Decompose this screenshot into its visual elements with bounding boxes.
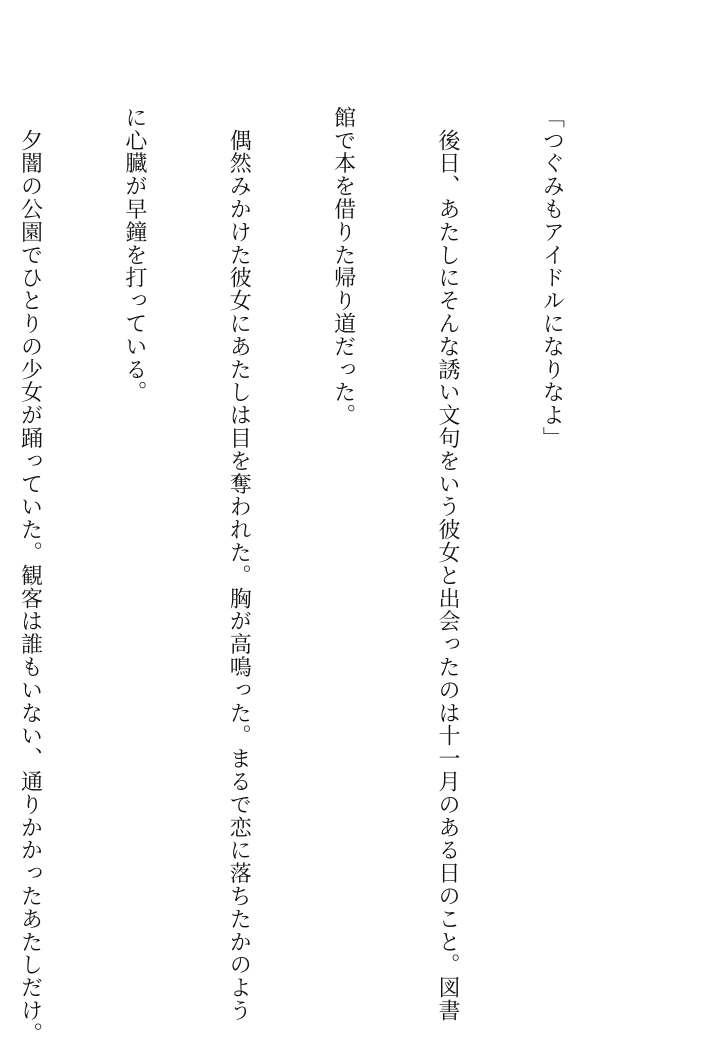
- text-line: 後日、あたしにそんな誘い文句をいう彼女と出会ったのは十一月のある日のこと。図書: [435, 106, 461, 1022]
- text-line: 館で本を借りた帰り道だった。: [330, 106, 356, 427]
- text-line: 夕闇の公園でひとりの少女が踊っていた。観客は誰もいない、通りかかったあたしだけ。: [17, 106, 43, 1045]
- text-line: 「つぐみもアイドルになりなよ」: [539, 106, 565, 450]
- text-line: に心臓が早鐘を打っている。: [121, 106, 147, 404]
- text-line: 偶然みかけた彼女にあたしは目を奪われた。胸が高鳴った。まるで恋に落ちたかのよう: [226, 106, 252, 1022]
- vertical-body-text: [0, 106, 638, 1045]
